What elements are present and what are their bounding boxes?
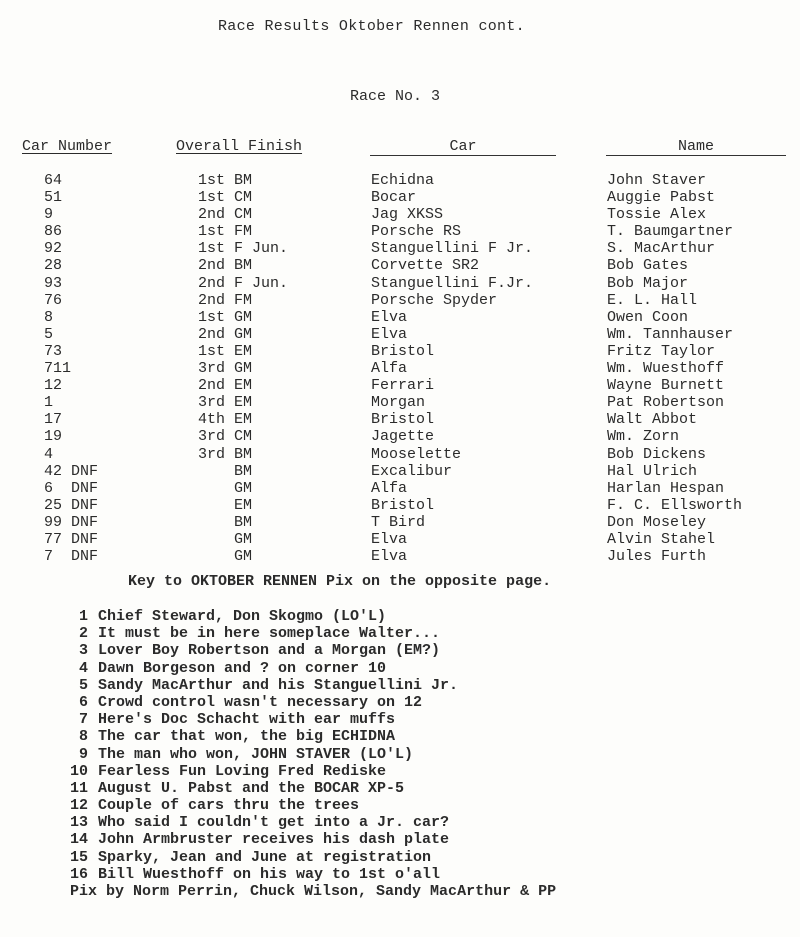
- key-item-text: The car that won, the big ECHIDNA: [98, 728, 396, 746]
- key-item-number: 4: [78, 659, 88, 677]
- table-row: [0, 446, 800, 463]
- column-header-overall-finish: Overall Finish: [176, 138, 303, 155]
- table-row: [0, 275, 800, 292]
- key-item-number: 3: [78, 642, 88, 660]
- driver-name-cell: T. Baumgartner: [607, 223, 734, 241]
- key-item: [64, 797, 764, 814]
- car-number-cell: 73: [44, 342, 63, 360]
- overall-finish-cell: GM: [198, 548, 253, 566]
- car-number-cell: 64: [44, 172, 63, 189]
- key-item: [64, 866, 764, 883]
- car-cell: Morgan: [371, 394, 426, 412]
- driver-name-cell: Wayne Burnett: [607, 377, 725, 395]
- key-item: [64, 780, 764, 797]
- table-row: [0, 292, 800, 309]
- table-row: [0, 326, 800, 343]
- car-cell: T Bird: [371, 513, 426, 531]
- key-item-text: John Armbruster receives his dash plate: [98, 831, 450, 849]
- driver-name-cell: Pat Robertson: [607, 394, 725, 412]
- driver-name-cell: Owen Coon: [607, 308, 689, 326]
- race-title: Race No. 3: [350, 88, 441, 105]
- driver-name-cell: Walt Abbot: [607, 411, 698, 429]
- overall-finish-cell: EM: [198, 496, 253, 514]
- key-item-text: Bill Wuesthoff on his way to 1st o'all: [98, 865, 441, 883]
- column-header-car: Car: [370, 138, 556, 156]
- car-number-cell: 93: [44, 274, 63, 292]
- driver-name-cell: Hal Ulrich: [607, 462, 698, 480]
- key-item-text: It must be in here someplace Walter...: [98, 625, 441, 643]
- driver-name-cell: Auggie Pabst: [607, 189, 716, 207]
- key-item-text: Who said I couldn't get into a Jr. car?: [98, 814, 450, 832]
- key-item-number: 10: [69, 762, 88, 780]
- table-row: [0, 394, 800, 411]
- driver-name-cell: Bob Major: [607, 274, 689, 292]
- table-row: [0, 309, 800, 326]
- car-cell: Mooselette: [371, 445, 462, 463]
- key-item: [64, 849, 764, 866]
- car-number-cell: 51: [44, 189, 63, 207]
- driver-name-cell: Don Moseley: [607, 513, 707, 531]
- car-cell: Bristol: [371, 411, 435, 429]
- overall-finish-cell: 3rd GM: [198, 360, 253, 378]
- key-item: [64, 625, 764, 642]
- car-cell: Stanguellini F Jr.: [371, 240, 534, 258]
- table-row: [0, 497, 800, 514]
- car-cell: Bristol: [371, 342, 435, 360]
- page-title: Race Results Oktober Rennen cont.: [218, 18, 525, 35]
- table-row: [0, 189, 800, 206]
- key-title: Key to OKTOBER RENNEN Pix on the opposite page.: [128, 573, 552, 590]
- car-number-cell: 711: [44, 360, 72, 378]
- table-row: [0, 411, 800, 428]
- overall-finish-cell: 3rd EM: [198, 394, 253, 412]
- key-item-text: Crowd control wasn't necessary on 12: [98, 693, 423, 711]
- table-row: [0, 480, 800, 497]
- key-item-text: Dawn Borgeson and ? on corner 10: [98, 659, 387, 677]
- key-list: [64, 608, 764, 883]
- key-item-text: Sandy MacArthur and his Stanguellini Jr.: [98, 676, 459, 694]
- key-item-text: The man who won, JOHN STAVER (LO'L): [98, 745, 414, 763]
- overall-finish-cell: 1st EM: [198, 342, 253, 360]
- key-item-number: 5: [78, 676, 88, 694]
- overall-finish-cell: 1st FM: [198, 223, 253, 241]
- driver-name-cell: Wm. Wuesthoff: [607, 360, 725, 378]
- car-number-cell: 17: [44, 411, 63, 429]
- car-number-cell: 4: [44, 445, 54, 463]
- key-item-text: Here's Doc Schacht with ear muffs: [98, 711, 396, 729]
- car-number-cell: 8: [44, 308, 54, 326]
- key-item-number: 14: [69, 831, 88, 849]
- car-number-cell: 6 DNF: [44, 479, 99, 497]
- table-row: [0, 257, 800, 274]
- car-cell: Elva: [371, 548, 408, 566]
- key-item-text: Lover Boy Robertson and a Morgan (EM?): [98, 642, 441, 660]
- overall-finish-cell: 2nd F Jun.: [198, 274, 289, 292]
- driver-name-cell: Alvin Stahel: [607, 530, 716, 548]
- key-item-number: 11: [69, 779, 88, 797]
- car-number-cell: 9: [44, 206, 54, 224]
- key-item: [64, 728, 764, 745]
- car-number-cell: 25 DNF: [44, 496, 99, 514]
- car-number-cell: 76: [44, 291, 63, 309]
- car-cell: Stanguellini F.Jr.: [371, 274, 534, 292]
- key-item-number: 9: [78, 745, 88, 763]
- column-header-name: Name: [606, 138, 786, 156]
- driver-name-cell: Jules Furth: [607, 548, 707, 566]
- car-cell: Bocar: [371, 189, 417, 207]
- table-row: [0, 548, 800, 565]
- overall-finish-cell: 2nd CM: [198, 206, 253, 224]
- car-cell: Corvette SR2: [371, 257, 480, 275]
- overall-finish-cell: 3rd BM: [198, 445, 253, 463]
- key-item-number: 8: [78, 728, 88, 746]
- photo-credits: Pix by Norm Perrin, Chuck Wilson, Sandy MacArthur & PP: [70, 883, 557, 900]
- key-item-number: 13: [69, 814, 88, 832]
- overall-finish-cell: 4th EM: [198, 411, 253, 429]
- car-number-cell: 77 DNF: [44, 530, 99, 548]
- overall-finish-cell: 2nd EM: [198, 377, 253, 395]
- car-cell: Elva: [371, 325, 408, 343]
- car-cell: Elva: [371, 530, 408, 548]
- driver-name-cell: S. MacArthur: [607, 240, 716, 258]
- car-cell: Porsche Spyder: [371, 291, 498, 309]
- driver-name-cell: Fritz Taylor: [607, 342, 716, 360]
- overall-finish-cell: 1st BM: [198, 172, 253, 189]
- overall-finish-cell: GM: [198, 530, 253, 548]
- table-row: [0, 428, 800, 445]
- car-cell: Echidna: [371, 172, 435, 189]
- key-item-number: 6: [78, 693, 88, 711]
- car-number-cell: 92: [44, 240, 63, 258]
- overall-finish-cell: 2nd BM: [198, 257, 253, 275]
- overall-finish-cell: GM: [198, 479, 253, 497]
- car-cell: Jagette: [371, 428, 435, 446]
- key-item-number: 7: [78, 711, 88, 729]
- car-cell: Bristol: [371, 496, 435, 514]
- driver-name-cell: Bob Dickens: [607, 445, 707, 463]
- car-number-cell: 5: [44, 325, 54, 343]
- driver-name-cell: John Staver: [607, 172, 707, 189]
- car-cell: Jag XKSS: [371, 206, 444, 224]
- key-item-number: 2: [78, 625, 88, 643]
- car-number-cell: 1: [44, 394, 54, 412]
- car-number-cell: 99 DNF: [44, 513, 99, 531]
- driver-name-cell: Wm. Zorn: [607, 428, 680, 446]
- table-row: [0, 360, 800, 377]
- car-cell: Ferrari: [371, 377, 435, 395]
- driver-name-cell: Harlan Hespan: [607, 479, 725, 497]
- key-item: [64, 711, 764, 728]
- car-cell: Porsche RS: [371, 223, 462, 241]
- key-item-number: 16: [69, 865, 88, 883]
- car-number-cell: 7 DNF: [44, 548, 99, 566]
- key-item: [64, 814, 764, 831]
- table-row: [0, 343, 800, 360]
- key-item-number: 1: [78, 608, 88, 625]
- driver-name-cell: Tossie Alex: [607, 206, 707, 224]
- car-number-cell: 42 DNF: [44, 462, 99, 480]
- key-item: [64, 746, 764, 763]
- key-item: [64, 694, 764, 711]
- car-cell: Elva: [371, 308, 408, 326]
- car-number-cell: 19: [44, 428, 63, 446]
- table-row: [0, 377, 800, 394]
- driver-name-cell: F. C. Ellsworth: [607, 496, 743, 514]
- car-cell: Excalibur: [371, 462, 453, 480]
- key-item: [64, 763, 764, 780]
- key-item-number: 15: [69, 848, 88, 866]
- key-item-text: Chief Steward, Don Skogmo (LO'L): [98, 608, 387, 625]
- table-row: [0, 206, 800, 223]
- key-item-text: August U. Pabst and the BOCAR XP-5: [98, 779, 405, 797]
- key-item: [64, 642, 764, 659]
- key-item: [64, 660, 764, 677]
- table-row: [0, 172, 800, 189]
- key-item: [64, 608, 764, 625]
- key-item-text: Fearless Fun Loving Fred Rediske: [98, 762, 387, 780]
- overall-finish-cell: 1st GM: [198, 308, 253, 326]
- driver-name-cell: E. L. Hall: [607, 291, 698, 309]
- overall-finish-cell: 2nd GM: [198, 325, 253, 343]
- key-item: [64, 831, 764, 848]
- driver-name-cell: Wm. Tannhauser: [607, 325, 734, 343]
- car-number-cell: 28: [44, 257, 63, 275]
- overall-finish-cell: BM: [198, 462, 253, 480]
- overall-finish-cell: 1st CM: [198, 189, 253, 207]
- key-item: [64, 677, 764, 694]
- column-header-car-number: Car Number: [22, 138, 113, 155]
- car-cell: Alfa: [371, 360, 408, 378]
- overall-finish-cell: BM: [198, 513, 253, 531]
- overall-finish-cell: 2nd FM: [198, 291, 253, 309]
- results-table: [0, 172, 800, 565]
- car-number-cell: 12: [44, 377, 63, 395]
- driver-name-cell: Bob Gates: [607, 257, 689, 275]
- overall-finish-cell: 1st F Jun.: [198, 240, 289, 258]
- key-item-number: 12: [69, 797, 88, 815]
- table-row: [0, 463, 800, 480]
- table-row: [0, 514, 800, 531]
- key-item-text: Couple of cars thru the trees: [98, 797, 360, 815]
- car-number-cell: 86: [44, 223, 63, 241]
- table-row: [0, 240, 800, 257]
- overall-finish-cell: 3rd CM: [198, 428, 253, 446]
- key-item-text: Sparky, Jean and June at registration: [98, 848, 432, 866]
- table-row: [0, 223, 800, 240]
- car-cell: Alfa: [371, 479, 408, 497]
- table-row: [0, 531, 800, 548]
